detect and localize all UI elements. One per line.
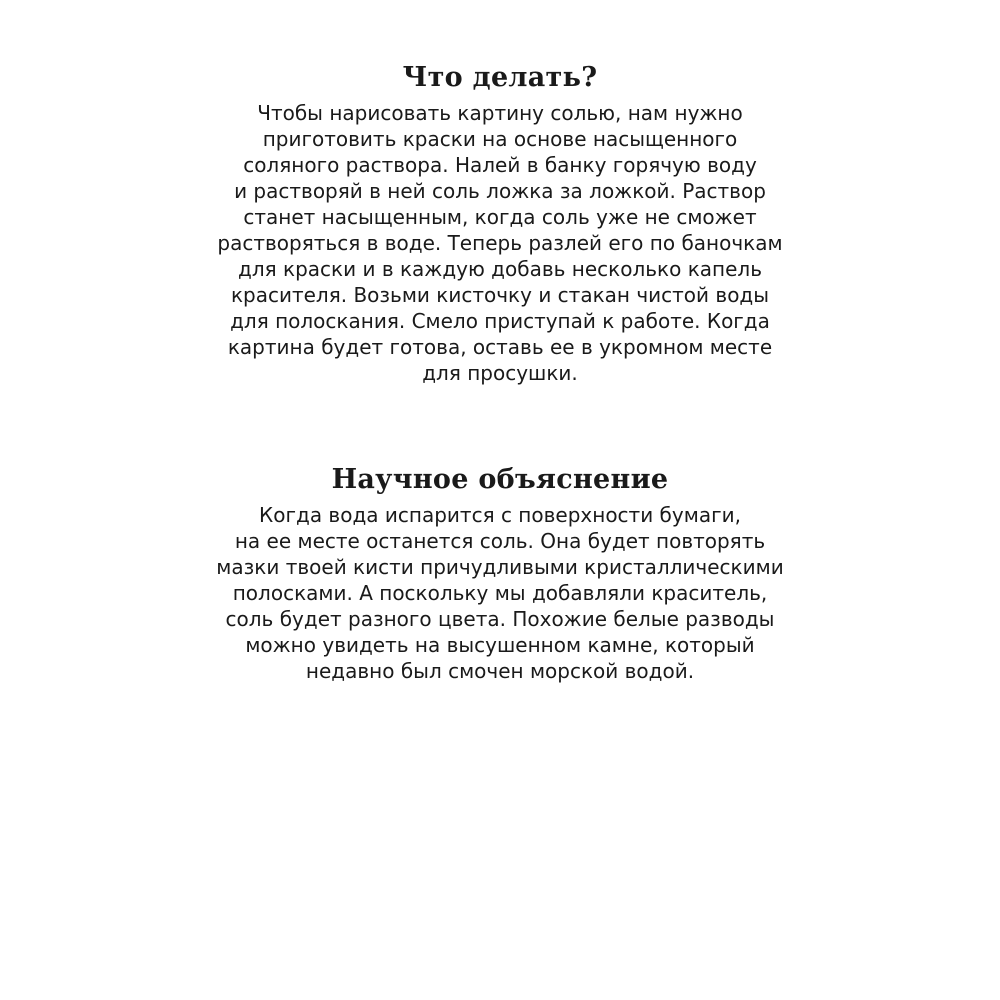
paragraph-line: Когда вода испарится с поверхности бумаги, [259,503,741,527]
paragraph-line: на ее месте останется соль. Она будет повторять [234,529,766,553]
paragraph-line: растворяться в воде. Теперь разлей его по баночкам [217,231,783,255]
paragraph-line: можно увидеть на высушенном камне, который [245,633,755,657]
instructions-paragraph [150,100,850,386]
section-scientific-explanation [150,460,850,684]
section-what-to-do [150,58,850,386]
paragraph-line: красителя. Возьми кисточку и стакан чистой воды [230,283,770,307]
paragraph-line: полосками. А поскольку мы добавляли краситель, [232,581,768,605]
paragraph-line: недавно был смочен морской водой. [305,659,695,683]
paragraph-line: для просушки. [422,361,578,385]
paragraph-line: приготовить краски на основе насыщенного [262,127,738,151]
paragraph-line: для полоскания. Смело приступай к работе. Когда [230,309,770,333]
paragraph-line: соль будет разного цвета. Похожие белые разводы [225,607,775,631]
paragraph-line: Чтобы нарисовать картину солью, нам нужно [257,101,743,125]
paragraph-line: мазки твоей кисти причудливыми кристаллическими [216,555,784,579]
paragraph-line: станет насыщенным, когда соль уже не сможет [243,205,757,229]
paragraph-line: для краски и в каждую добавь несколько капель [238,257,762,281]
section-title-scientific-explanation: Научное объяснение [331,464,669,495]
paragraph-line: и растворяй в ней соль ложка за ложкой. Раствор [234,179,766,203]
paragraph-line: соляного раствора. Налей в банку горячую воду [243,153,757,177]
section-title-what-to-do: Что делать? [402,62,598,93]
paragraph-line: картина будет готова, оставь ее в укромном месте [227,335,773,359]
explanation-paragraph [150,502,850,684]
